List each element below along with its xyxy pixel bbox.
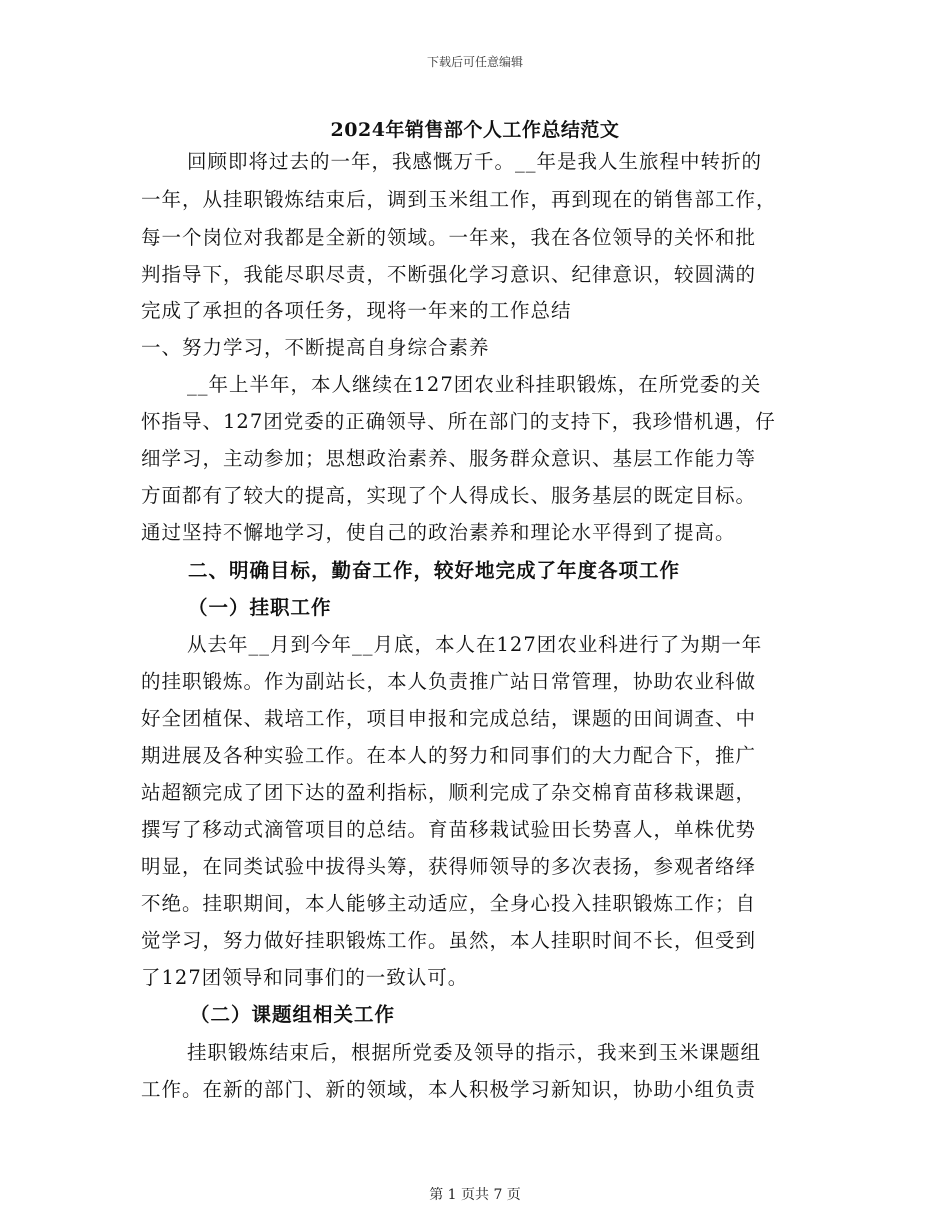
paragraph-line: 怀指导、127团党委的正确领导、所在部门的支持下，我珍惜机遇，仔: [141, 410, 776, 433]
page-header: 下载后可任意编辑: [426, 55, 523, 69]
paragraph-line: 工作。在新的部门、新的领域，本人积极学习新知识，协助小组负责: [141, 1078, 757, 1101]
section-heading: 二、明确目标，勤奋工作，较好地完成了年度各项工作: [188, 559, 681, 582]
subsection-heading: （一）挂职工作: [188, 596, 332, 619]
document-title: 2024年销售部个人工作总结范文: [330, 119, 620, 141]
paragraph-line: 了127团领导和同事们的一致认可。: [141, 966, 469, 989]
paragraph-line: 完成了承担的各项任务，现将一年来的工作总结: [141, 299, 572, 322]
paragraph-line: 从去年__月到今年__月底，本人在127团农业科进行了为期一年: [187, 633, 763, 656]
paragraph-line: 撰写了移动式滴管项目的总结。育苗移栽试验田长势喜人，单株优势: [141, 818, 757, 841]
section-heading: 一、努力学习，不断提高自身综合素养: [141, 336, 490, 359]
paragraph-line: 挂职锻炼结束后，根据所党委及领导的指示，我来到玉米课题组: [187, 1041, 762, 1064]
paragraph-line: 不绝。挂职期间，本人能够主动适应，全身心投入挂职锻炼工作；自: [141, 892, 757, 915]
page-footer: 第 1 页共 7 页: [429, 1187, 521, 1203]
paragraph-line: 每一个岗位对我都是全新的领域。一年来，我在各位领导的关怀和批: [141, 226, 757, 249]
paragraph-line: 一年，从挂职锻炼结束后，调到玉米组工作，再到现在的销售部工作，: [141, 188, 777, 211]
paragraph-line: 觉学习，努力做好挂职锻炼工作。虽然，本人挂职时间不长，但受到: [141, 929, 757, 952]
paragraph-line: 通过坚持不懈地学习，使自己的政治素养和理论水平得到了提高。: [141, 521, 736, 544]
subsection-heading: （二）课题组相关工作: [190, 1003, 396, 1026]
paragraph-line: 好全团植保、栽培工作，项目申报和完成总结，课题的田间调查、中: [141, 707, 757, 730]
paragraph-line: 期进展及各种实验工作。在本人的努力和同事们的大力配合下，推广: [141, 744, 757, 767]
paragraph-line: 方面都有了较大的提高，实现了个人得成长、服务基层的既定目标。: [141, 484, 757, 507]
paragraph-line: 细学习，主动参加；思想政治素养、服务群众意识、基层工作能力等: [141, 447, 757, 470]
paragraph-line: 判指导下，我能尽职尽责，不断强化学习意识、纪律意识，较圆满的: [141, 263, 757, 286]
paragraph-line: 的挂职锻炼。作为副站长，本人负责推广站日常管理，协助农业科做: [141, 670, 757, 693]
paragraph-line: 站超额完成了团下达的盈利指标，顺利完成了杂交棉育苗移栽课题，: [141, 781, 757, 804]
paragraph-line: 回顾即将过去的一年，我感慨万千。__年是我人生旅程中转折的: [187, 150, 763, 173]
paragraph-line: __年上半年，本人继续在127团农业科挂职锻炼，在所党委的关: [187, 373, 762, 396]
paragraph-line: 明显，在同类试验中拔得头筹，获得师领导的多次表扬，参观者络绎: [141, 855, 757, 878]
